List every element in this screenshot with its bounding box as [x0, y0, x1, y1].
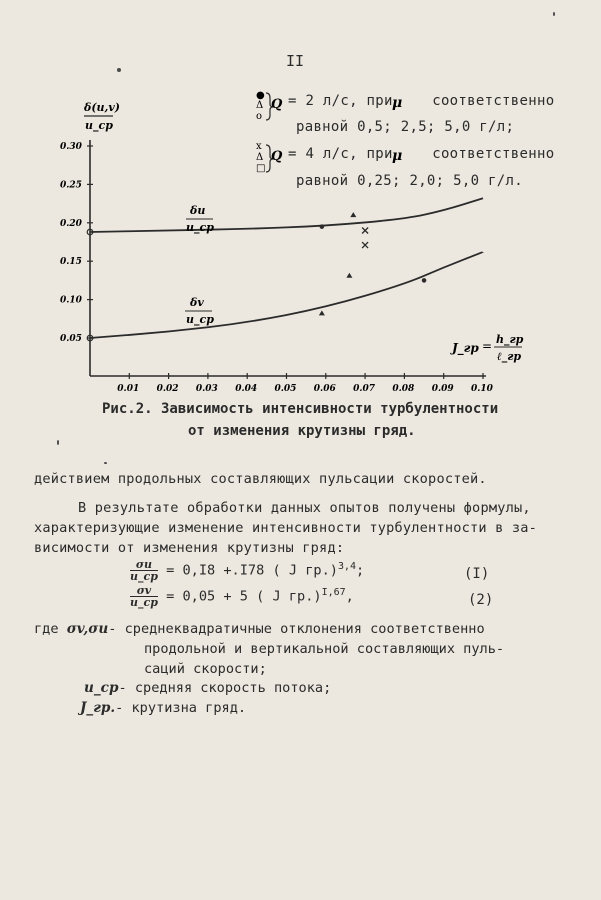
- formula-1: [130, 559, 364, 582]
- legend-q-symbol-2: Q: [271, 149, 283, 164]
- definition-3: [80, 700, 246, 716]
- legend-symbol-cross: x: [256, 141, 262, 152]
- page-number: II: [286, 52, 305, 70]
- x-tick-label: 0.07: [353, 384, 376, 394]
- definition-where: где: [34, 621, 59, 637]
- legend-line-3b: соответственно: [432, 146, 555, 162]
- x-tick-label: 0.09: [431, 384, 454, 394]
- legend-symbol-triangle: Δ: [256, 100, 264, 111]
- x-tick-label: 0.08: [392, 384, 415, 394]
- x-param-lhs: J_гр: [452, 341, 479, 355]
- curve-lower: [90, 252, 483, 338]
- lower-curve-label-den: u_cp: [186, 313, 214, 326]
- ink-speck: [57, 440, 59, 445]
- point-triangle: [319, 310, 325, 315]
- legend-line-1: [288, 93, 554, 109]
- formula-2-rhs: = 0,05 + 5 ( J гр.): [166, 588, 322, 605]
- body-para2-line-3: висимости от изменения крутизны гряд:: [34, 540, 345, 556]
- formula-2-lhs-den: u_cp: [130, 596, 158, 609]
- legend-line-1b: соответственно: [432, 93, 555, 109]
- formula-1-lhs: [130, 559, 158, 582]
- definition-1: [34, 621, 485, 637]
- curve-upper: [90, 198, 483, 232]
- ink-speck: [117, 68, 121, 72]
- x-tick-label: 0.06: [313, 384, 336, 394]
- equation-number-2: (2): [468, 592, 494, 608]
- point-filled: [422, 278, 427, 283]
- x-param-den: ℓ_гр: [497, 350, 522, 363]
- formula-1-lhs-num: σu: [130, 559, 158, 571]
- legend-symbol-square: □: [256, 163, 266, 174]
- legend-symbol-filled-circle: ●: [256, 90, 265, 101]
- x-param-eq: =: [482, 339, 493, 353]
- x-tick-label: 0.04: [235, 384, 258, 394]
- formula-2-tail: ,: [345, 588, 354, 605]
- x-tick-label: 0.10: [471, 384, 493, 394]
- point-cross: [362, 227, 368, 233]
- lower-curve-label-num: δv: [190, 296, 204, 309]
- definition-2: [84, 680, 331, 696]
- turbulence-chart: [0, 0, 601, 400]
- figure-caption-line-1: Рис.2. Зависимость интенсивности турбулентности: [102, 401, 499, 417]
- y-axis-label-top: δ(u,v): [84, 101, 120, 114]
- legend-line-2: равной 0,5; 2,5; 5,0 г/л;: [296, 119, 515, 135]
- x-tick-label: 0.05: [274, 384, 297, 394]
- point-cross: [362, 242, 368, 248]
- definition-3-symbol: J_гр.: [80, 700, 116, 716]
- legend-symbol-circle: o: [256, 111, 263, 122]
- legend-line-3a: = 4 л/с, при: [288, 146, 393, 162]
- body-line-1: действием продольных составляющих пульсации скоростей.: [34, 471, 487, 487]
- formula-2-exponent: I,67: [321, 586, 346, 598]
- formula-1-tail: ;: [356, 562, 365, 579]
- legend-line-3: [288, 146, 554, 162]
- upper-curve-label-den: u_cp: [186, 221, 214, 234]
- formula-1-lhs-den: u_cp: [130, 570, 158, 583]
- point-triangle: [346, 273, 352, 278]
- definition-1-line-2: продольной и вертикальной составляющих пуль-: [144, 641, 505, 657]
- y-tick-label: 0.15: [60, 257, 82, 268]
- body-para2-line-1: В результате обработки данных опытов получены формулы,: [78, 500, 531, 516]
- formula-1-exponent: 3,4: [337, 560, 357, 572]
- x-tick-label: 0.01: [117, 384, 140, 394]
- formula-2: [130, 585, 354, 608]
- upper-curve-label-num: δu: [190, 204, 206, 217]
- formula-2-lhs: [130, 585, 158, 608]
- y-tick-label: 0.20: [60, 218, 82, 229]
- y-tick-label: 0.25: [60, 180, 82, 191]
- legend-line-4: равной 0,25; 2,0; 5,0 г/л.: [296, 173, 523, 189]
- x-tick-label: 0.03: [195, 384, 218, 394]
- equation-number-1: (I): [464, 566, 490, 582]
- definition-2-text: - средняя скорость потока;: [118, 680, 332, 696]
- body-para2-line-2: характеризующие изменение интенсивности турбулентности в за-: [34, 520, 538, 536]
- legend-line-1a: = 2 л/с, при: [288, 93, 393, 109]
- definition-1-symbol: σv,σu: [66, 621, 109, 637]
- mu-symbol-2: μ: [392, 148, 403, 164]
- y-axis-label-bottom: u_cp: [85, 119, 113, 132]
- ink-speck: [553, 12, 555, 16]
- ink-speck: [104, 462, 107, 464]
- mu-symbol-1: μ: [392, 95, 403, 111]
- y-tick-label: 0.05: [60, 334, 82, 344]
- point-filled: [320, 224, 325, 229]
- definition-2-symbol: u_cp: [84, 680, 119, 696]
- definition-1-text: - среднеквадратичные отклонения соответственно: [108, 621, 485, 637]
- figure-caption-line-2: от изменения крутизны гряд.: [188, 423, 416, 439]
- definition-3-text: - крутизна гряд.: [115, 700, 247, 716]
- legend-q-symbol-1: Q: [271, 97, 283, 112]
- formula-1-rhs: = 0,I8 +.I78 ( J гр.): [166, 562, 338, 579]
- y-tick-label: 0.10: [60, 295, 82, 306]
- point-triangle: [350, 212, 356, 217]
- x-tick-label: 0.02: [156, 384, 179, 394]
- definition-1-line-3: саций скорости;: [144, 661, 267, 677]
- legend-symbol-triangle-2: Δ: [256, 152, 264, 163]
- formula-2-lhs-num: σv: [130, 585, 158, 597]
- x-param-num: h_гр: [496, 333, 524, 346]
- y-tick-label: 0.30: [60, 142, 82, 152]
